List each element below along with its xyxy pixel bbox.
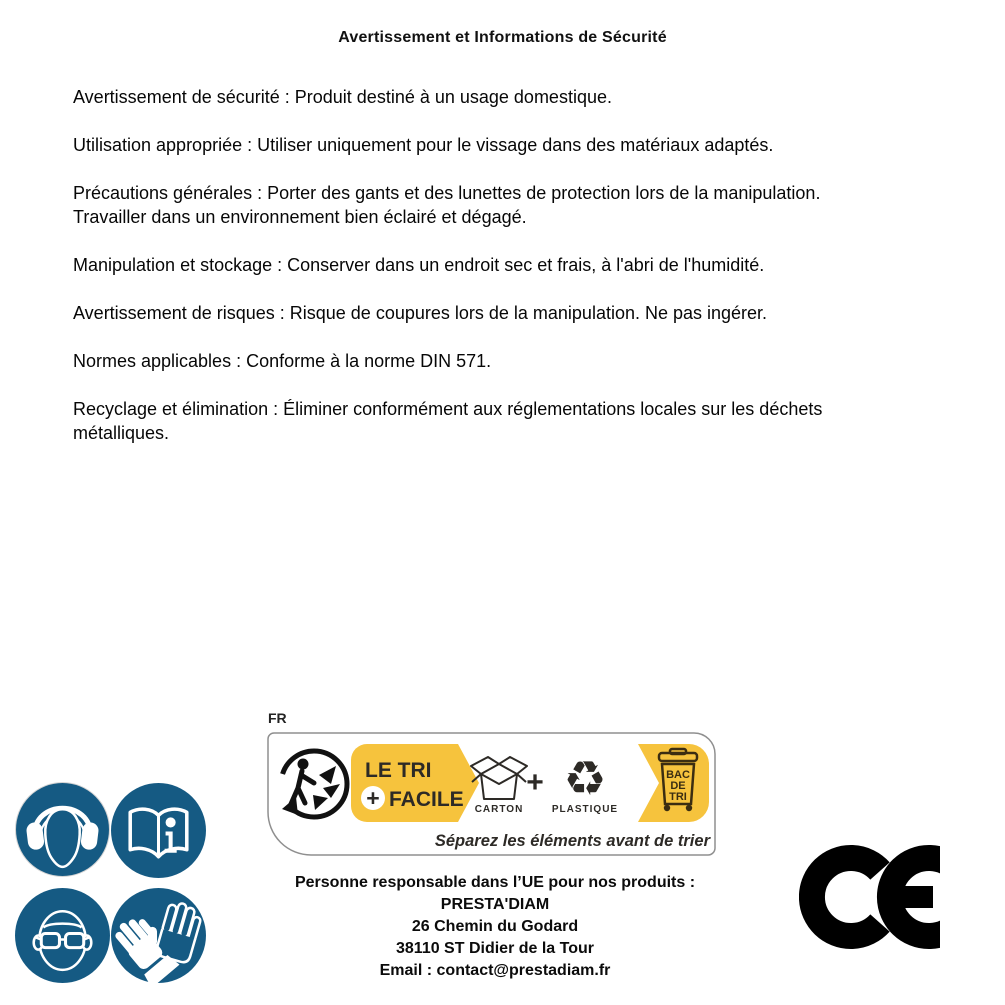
- paragraph-general-precautions: [73, 181, 953, 229]
- responsible-person-intro: Personne responsable dans l’UE pour nos produits :: [294, 874, 696, 891]
- info-i-dot: [166, 817, 176, 827]
- paragraph-line: Recyclage et élimination : Éliminer conformément aux réglementations locales sur les déchets: [73, 399, 823, 419]
- materials-plus-sign: +: [526, 766, 544, 799]
- paragraph-line: Avertissement de sécurité : Produit destiné à un usage domestique.: [73, 87, 612, 107]
- bin-text-tri: TRI: [669, 791, 687, 803]
- fr-country-code: FR: [268, 710, 287, 726]
- headline-le-tri: LE TRI: [365, 759, 432, 782]
- paragraph-recycling-disposal: [73, 397, 953, 445]
- sorting-tagline: Séparez les éléments avant de trier: [434, 832, 710, 850]
- plastique-label: PLASTIQUE: [551, 804, 619, 815]
- mandatory-safety-icons: [14, 781, 208, 985]
- wear-ear-protection-icon: [14, 781, 111, 878]
- paragraph-appropriate-use: [73, 133, 953, 157]
- paragraph-handling-storage: [73, 253, 953, 277]
- safety-text-block: [73, 85, 953, 469]
- paragraph-line: Travailler dans un environnement bien éclairé et dégagé.: [73, 207, 527, 227]
- contact-email: Email : contact@prestadiam.fr: [379, 962, 611, 979]
- headline-facile: FACILE: [389, 788, 464, 811]
- company-name: PRESTA'DIAM: [440, 896, 550, 913]
- ce-mark-icon: [799, 842, 940, 952]
- headline-plus-sign: +: [366, 785, 380, 811]
- paragraph-line: Utilisation appropriée : Utiliser uniquement pour le vissage dans des matériaux adaptés.: [73, 135, 774, 155]
- bin-text-bac: BAC: [666, 769, 690, 781]
- plastic-recycle-icon: ♻: [563, 751, 607, 807]
- paragraph-line: Normes applicables : Conforme à la norme DIN 571.: [73, 351, 492, 371]
- wear-protective-gloves-icon: [110, 887, 207, 984]
- paragraph-line: Manipulation et stockage : Conserver dans un endroit sec et frais, à l'abri de l'humidité.: [73, 255, 765, 275]
- paragraph-risk-warning: [73, 301, 953, 325]
- bin-text-de: DE: [670, 780, 686, 792]
- page-title: Avertissement et Informations de Sécurité: [338, 29, 667, 46]
- tri-facile-recycling-label: [267, 731, 717, 857]
- paragraph-standards: [73, 349, 953, 373]
- read-instructions-icon: [110, 782, 207, 879]
- paragraph-line: métalliques.: [73, 423, 170, 443]
- wear-eye-protection-icon: [14, 887, 111, 984]
- address-street: 26 Chemin du Godard: [411, 918, 579, 935]
- responsible-person-block: [262, 872, 728, 982]
- paragraph-safety-warning: [73, 85, 953, 109]
- paragraph-line: Avertissement de risques : Risque de coupures lors de la manipulation. Ne pas ingérer.: [73, 303, 768, 323]
- paragraph-line: Précautions générales : Porter des gants et des lunettes de protection lors de la manipulation.: [73, 183, 821, 203]
- carton-label: CARTON: [474, 804, 524, 815]
- address-city: 38110 ST Didier de la Tour: [396, 940, 594, 957]
